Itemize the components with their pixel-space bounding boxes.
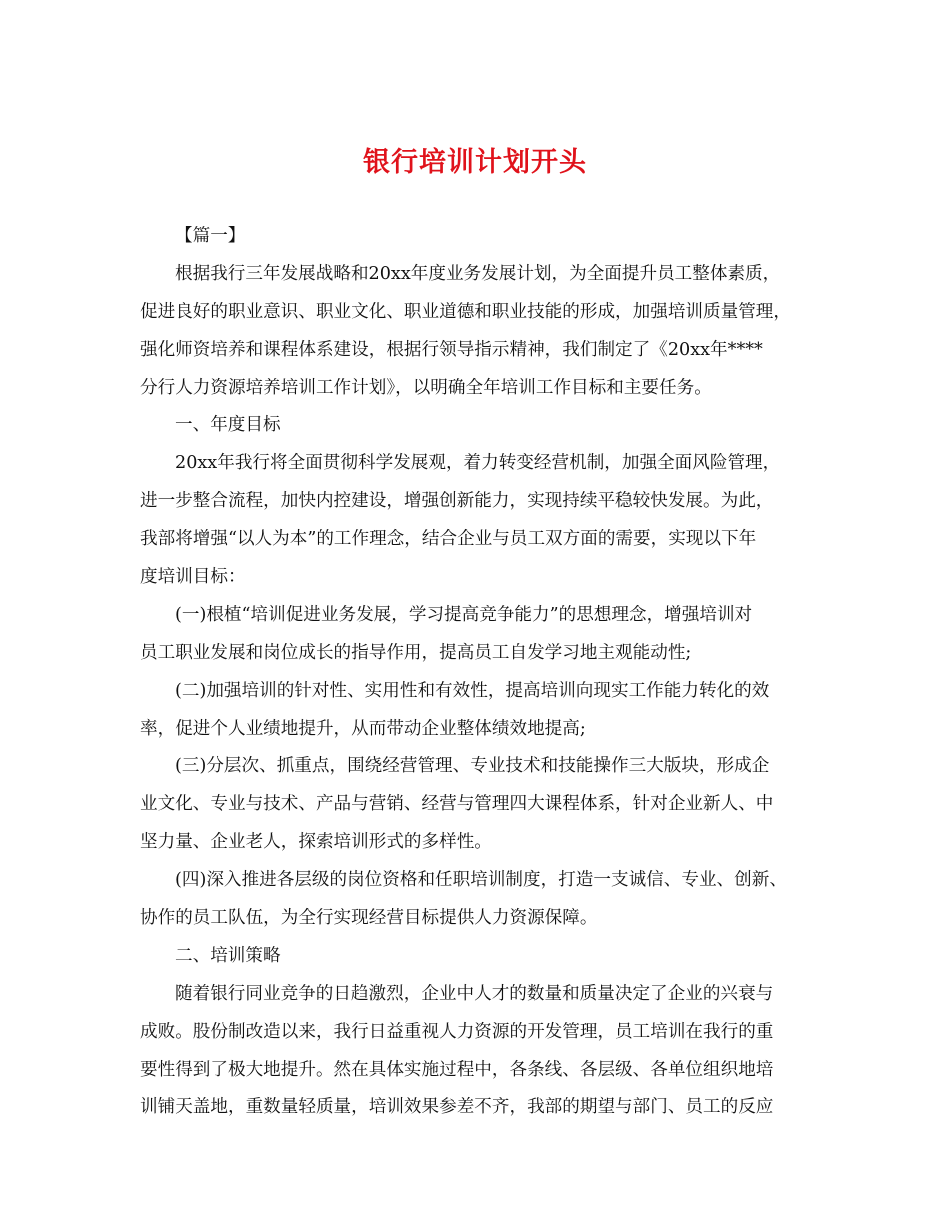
paragraph-line: 度培训目标： — [140, 567, 246, 588]
list-item-line: (四)深入推进各层级的岗位资格和任职培训制度，打造一支诚信、专业、创新、 — [175, 870, 787, 891]
paragraph-line: 20xx年我行将全面贯彻科学发展观，着力转变经营机制，加强全面风险管理， — [175, 453, 781, 474]
paragraph-line: 进一步整合流程，加快内控建设，增强创新能力，实现持续平稳较快发展。为此， — [140, 491, 774, 512]
section-label: 【篇一】 — [175, 226, 246, 246]
list-item-line: 坚力量、企业老人，探索培训形式的多样性。 — [140, 832, 492, 853]
list-item-line: (一)根植“培训促进业务发展，学习提高竞争能力”的思想理念，增强培训对 — [175, 604, 753, 625]
paragraph-line: 强化师资培养和课程体系建设，根据行领导指示精神，我们制定了《20xx年**** — [140, 339, 763, 360]
paragraph-line: 要性得到了极大地提升。然在具体实施过程中，各条线、各层级、各单位组织地培 — [140, 1059, 774, 1080]
paragraph-line: 促进良好的职业意识、职业文化、职业道德和职业技能的形成，加强培训质量管理， — [140, 301, 791, 322]
list-item-line: (二)加强培训的针对性、实用性和有效性，提高培训向现实工作能力转化的效 — [175, 680, 770, 701]
paragraph-line: 根据我行三年发展战略和20xx年度业务发展计划，为全面提升员工整体素质， — [175, 263, 781, 284]
paragraph-line: 成败。股份制改造以来，我行日益重视人力资源的开发管理，员工培训在我行的重 — [140, 1021, 774, 1042]
section-heading: 一、年度目标 — [175, 415, 281, 436]
paragraph-line: 随着银行同业竞争的日趋激烈，企业中人才的数量和质量决定了企业的兴衰与 — [175, 983, 774, 1004]
section-heading: 二、培训策略 — [175, 945, 281, 966]
list-item-line: 协作的员工队伍，为全行实现经营目标提供人力资源保障。 — [140, 908, 598, 929]
list-item-line: (三)分层次、抓重点，围绕经营管理、专业技术和技能操作三大版块，形成企 — [175, 756, 770, 777]
list-item-line: 业文化、专业与技术、产品与营销、经营与管理四大课程体系，针对企业新人、中 — [140, 794, 774, 815]
document-body — [140, 218, 830, 1127]
paragraph-line: 我部将增强“以人为本”的工作理念，结合企业与员工双方面的需要，实现以下年 — [140, 529, 757, 550]
document-title: 银行培训计划开头 — [363, 147, 587, 178]
paragraph-line: 分行人力资源培养培训工作计划》，以明确全年培训工作目标和主要任务。 — [140, 377, 712, 398]
list-item-line: 员工职业发展和岗位成长的指导作用，提高员工自发学习地主观能动性; — [140, 642, 692, 663]
list-item-line: 率，促进个人业绩地提升，从而带动企业整体绩效地提高; — [140, 718, 586, 739]
paragraph-line: 训铺天盖地，重数量轻质量，培训效果参差不齐，我部的期望与部门、员工的反应 — [140, 1097, 774, 1118]
